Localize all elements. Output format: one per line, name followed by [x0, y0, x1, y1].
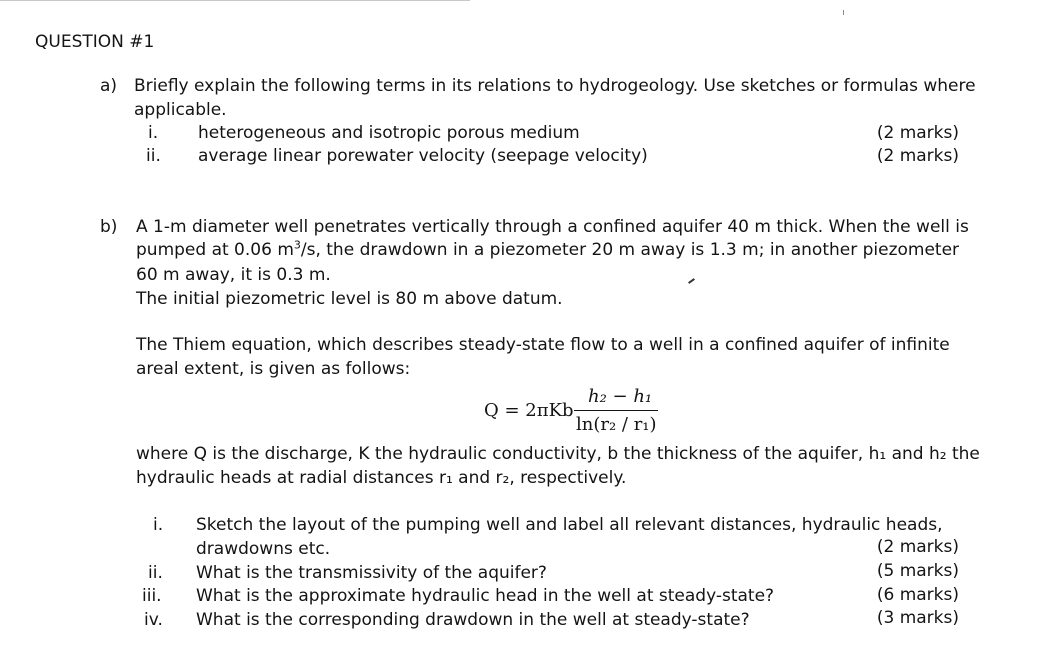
- scan-mark: [843, 10, 844, 15]
- part-b-p1-line3: 60 m away, it is 0.3 m.: [136, 265, 331, 285]
- part-b-p1-line4: The initial piezometric level is 80 m above datum.: [136, 289, 563, 309]
- part-a-item-text: average linear porewater velocity (seepage velocity): [198, 146, 648, 166]
- equation-lhs: Q = 2πKb: [484, 400, 574, 421]
- top-rule: [0, 0, 470, 1]
- part-b-p1-line2: [136, 239, 959, 261]
- part-b-item-text-cont: drawdowns etc.: [196, 539, 331, 559]
- part-a-item-text: heterogeneous and isotropic porous medium: [198, 123, 580, 143]
- part-b-item-marks: (2 marks): [876, 537, 959, 557]
- equation-denominator: ln(r₂ / r₁): [576, 414, 657, 435]
- part-b-item-num: iii.: [142, 586, 162, 606]
- part-a-label: a): [100, 76, 118, 96]
- stray-mark: [688, 278, 695, 284]
- cubic-superscript: 3: [293, 238, 301, 252]
- question-title: QUESTION #1: [35, 32, 155, 52]
- part-b-item-text: Sketch the layout of the pumping well and label all relevant distances, hydraulic heads,: [196, 515, 943, 535]
- part-b-p2-line1: The Thiem equation, which describes steady-state flow to a well in a confined aquifer of infinite: [136, 335, 950, 355]
- part-b-item-marks: (5 marks): [876, 561, 959, 581]
- part-b-item-num: iv.: [144, 610, 163, 630]
- part-b-p1-line2-b: /s, the drawdown in a piezometer 20 m away is 1.3 m; in another piezometer: [300, 240, 960, 260]
- part-b-p1-line1: A 1-m diameter well penetrates vertically through a confined aquifer 40 m thick. When the well is: [136, 217, 969, 237]
- part-b-p2-line2: areal extent, is given as follows:: [136, 359, 411, 379]
- part-a-item-marks: (2 marks): [876, 146, 959, 166]
- part-b-item-marks: (3 marks): [876, 608, 959, 628]
- part-a-intro-line1: Briefly explain the following terms in its relations to hydrogeology. Use sketches or formulas where: [134, 76, 976, 96]
- part-b-p3-line1: where Q is the discharge, K the hydraulic conductivity, b the thickness of the aquifer, h₁ and h₂ the: [136, 444, 980, 464]
- part-b-p1-line2-a: pumped at 0.06 m: [136, 240, 294, 260]
- part-a-item-num: ii.: [146, 146, 161, 166]
- part-b-label: b): [100, 217, 118, 237]
- part-b-item-text: What is the corresponding drawdown in the well at steady-state?: [196, 610, 750, 630]
- part-b-p3-line2: hydraulic heads at radial distances r₁ and r₂, respectively.: [136, 468, 627, 488]
- part-b-item-num: ii.: [148, 563, 163, 583]
- part-b-item-marks: (6 marks): [876, 585, 959, 605]
- part-a-intro-line2: applicable.: [134, 100, 227, 120]
- part-a-item-marks: (2 marks): [876, 123, 959, 143]
- part-a-item-num: i.: [148, 123, 159, 143]
- fraction-bar: [574, 410, 658, 411]
- equation-numerator: h₂ − h₁: [588, 386, 653, 407]
- part-b-item-text: What is the approximate hydraulic head in the well at steady-state?: [196, 586, 775, 606]
- part-b-item-text: What is the transmissivity of the aquifer?: [196, 563, 547, 583]
- part-b-item-num: i.: [153, 515, 164, 535]
